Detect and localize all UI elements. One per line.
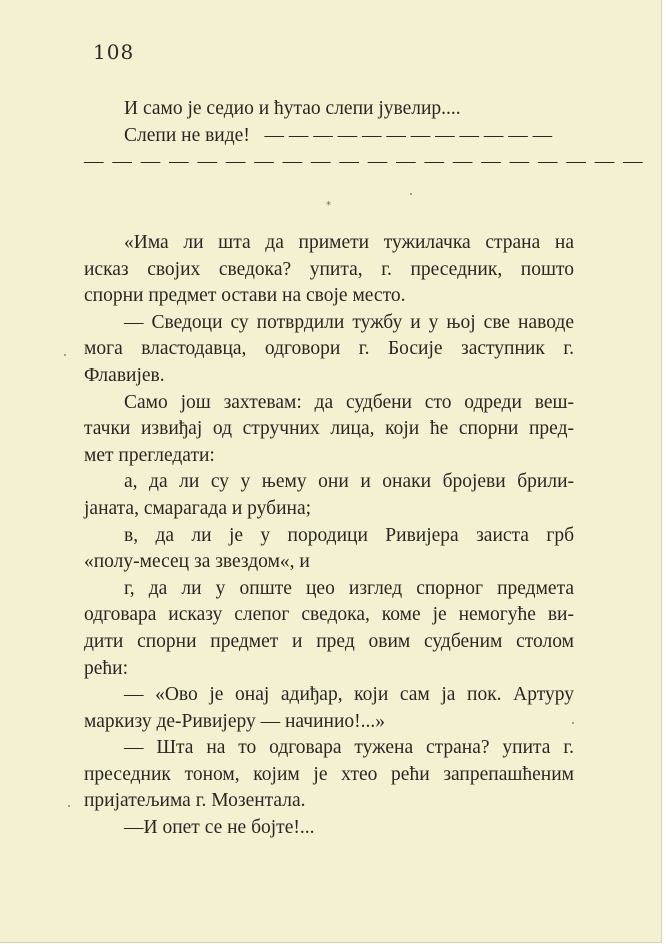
- text-line: преседник тоном, којим је хтео рећи запрепашћеним: [84, 763, 574, 785]
- paper-speck: [68, 805, 70, 807]
- page-number: 108: [93, 40, 135, 64]
- text-line: јаната, смарагада и рубина;: [84, 497, 312, 519]
- text-line: Само још захтевам: да судбени сто одреди веш-: [124, 391, 574, 413]
- text-line: — «Ово је онај адиђар, који сам ја пок. Артуру: [124, 684, 574, 706]
- text-line: — Шта на то одговара тужена страна? упита г.: [124, 737, 574, 759]
- text-line: пријатељима г. Мозентала.: [84, 790, 306, 812]
- text-line: «Има ли шта да примети тужилачка страна на: [124, 232, 574, 253]
- paper-speck: [410, 193, 412, 195]
- text-line: исказ својих сведока? упита, г. преседник, пошто: [84, 258, 574, 280]
- paper-speck: [64, 354, 66, 356]
- text-line: тачки извиђај од стручних лица, који ће спорни пред-: [84, 418, 574, 440]
- text-line: мога властодавца, одговори г. Босије заступник г.: [84, 338, 574, 360]
- opening-line: И само је седио и ћутао слепи јувелир....: [124, 98, 461, 119]
- text-line: одговара исказу слепог сведока, коме је немогуће ви-: [84, 604, 574, 626]
- text-line: г, да ли у опште цео изглед спорног предмета: [124, 577, 574, 599]
- text-line: —И опет се не бојте!...: [124, 817, 315, 839]
- text-line: в, да ли је у породици Ривијера заиста грб: [124, 524, 574, 546]
- text-line: «полу-месец за звездом«, и: [84, 551, 310, 573]
- opening-line-2-text: Слепи не виде!: [124, 124, 250, 146]
- opening-line-2: [84, 123, 574, 150]
- text-line: а, да ли су у њему они и онаки бројеви брили-: [124, 471, 574, 493]
- text-line: Флавијев.: [84, 364, 165, 386]
- dash-line: — — — — — — — — — — — — — — — — — — — —: [84, 151, 645, 173]
- section-ornament: *: [326, 200, 331, 211]
- body-text: [84, 230, 574, 842]
- paper-speck: [572, 722, 574, 724]
- text-line: — Сведоци су потврдили тужбу и у њој све наводе: [124, 311, 574, 333]
- text-line: спорни предмет остави на своје место.: [84, 285, 406, 307]
- text-line: мет прегледати:: [84, 444, 215, 466]
- page-text: [84, 96, 645, 176]
- text-line: рећи:: [84, 657, 129, 679]
- text-line: дити спорни предмет и пред овим судбеним столом: [84, 630, 574, 652]
- text-line: маркизу де-Ривијеру — начинио!...»: [84, 710, 386, 732]
- dash-run: — — — — — — — — — — — —: [264, 124, 553, 146]
